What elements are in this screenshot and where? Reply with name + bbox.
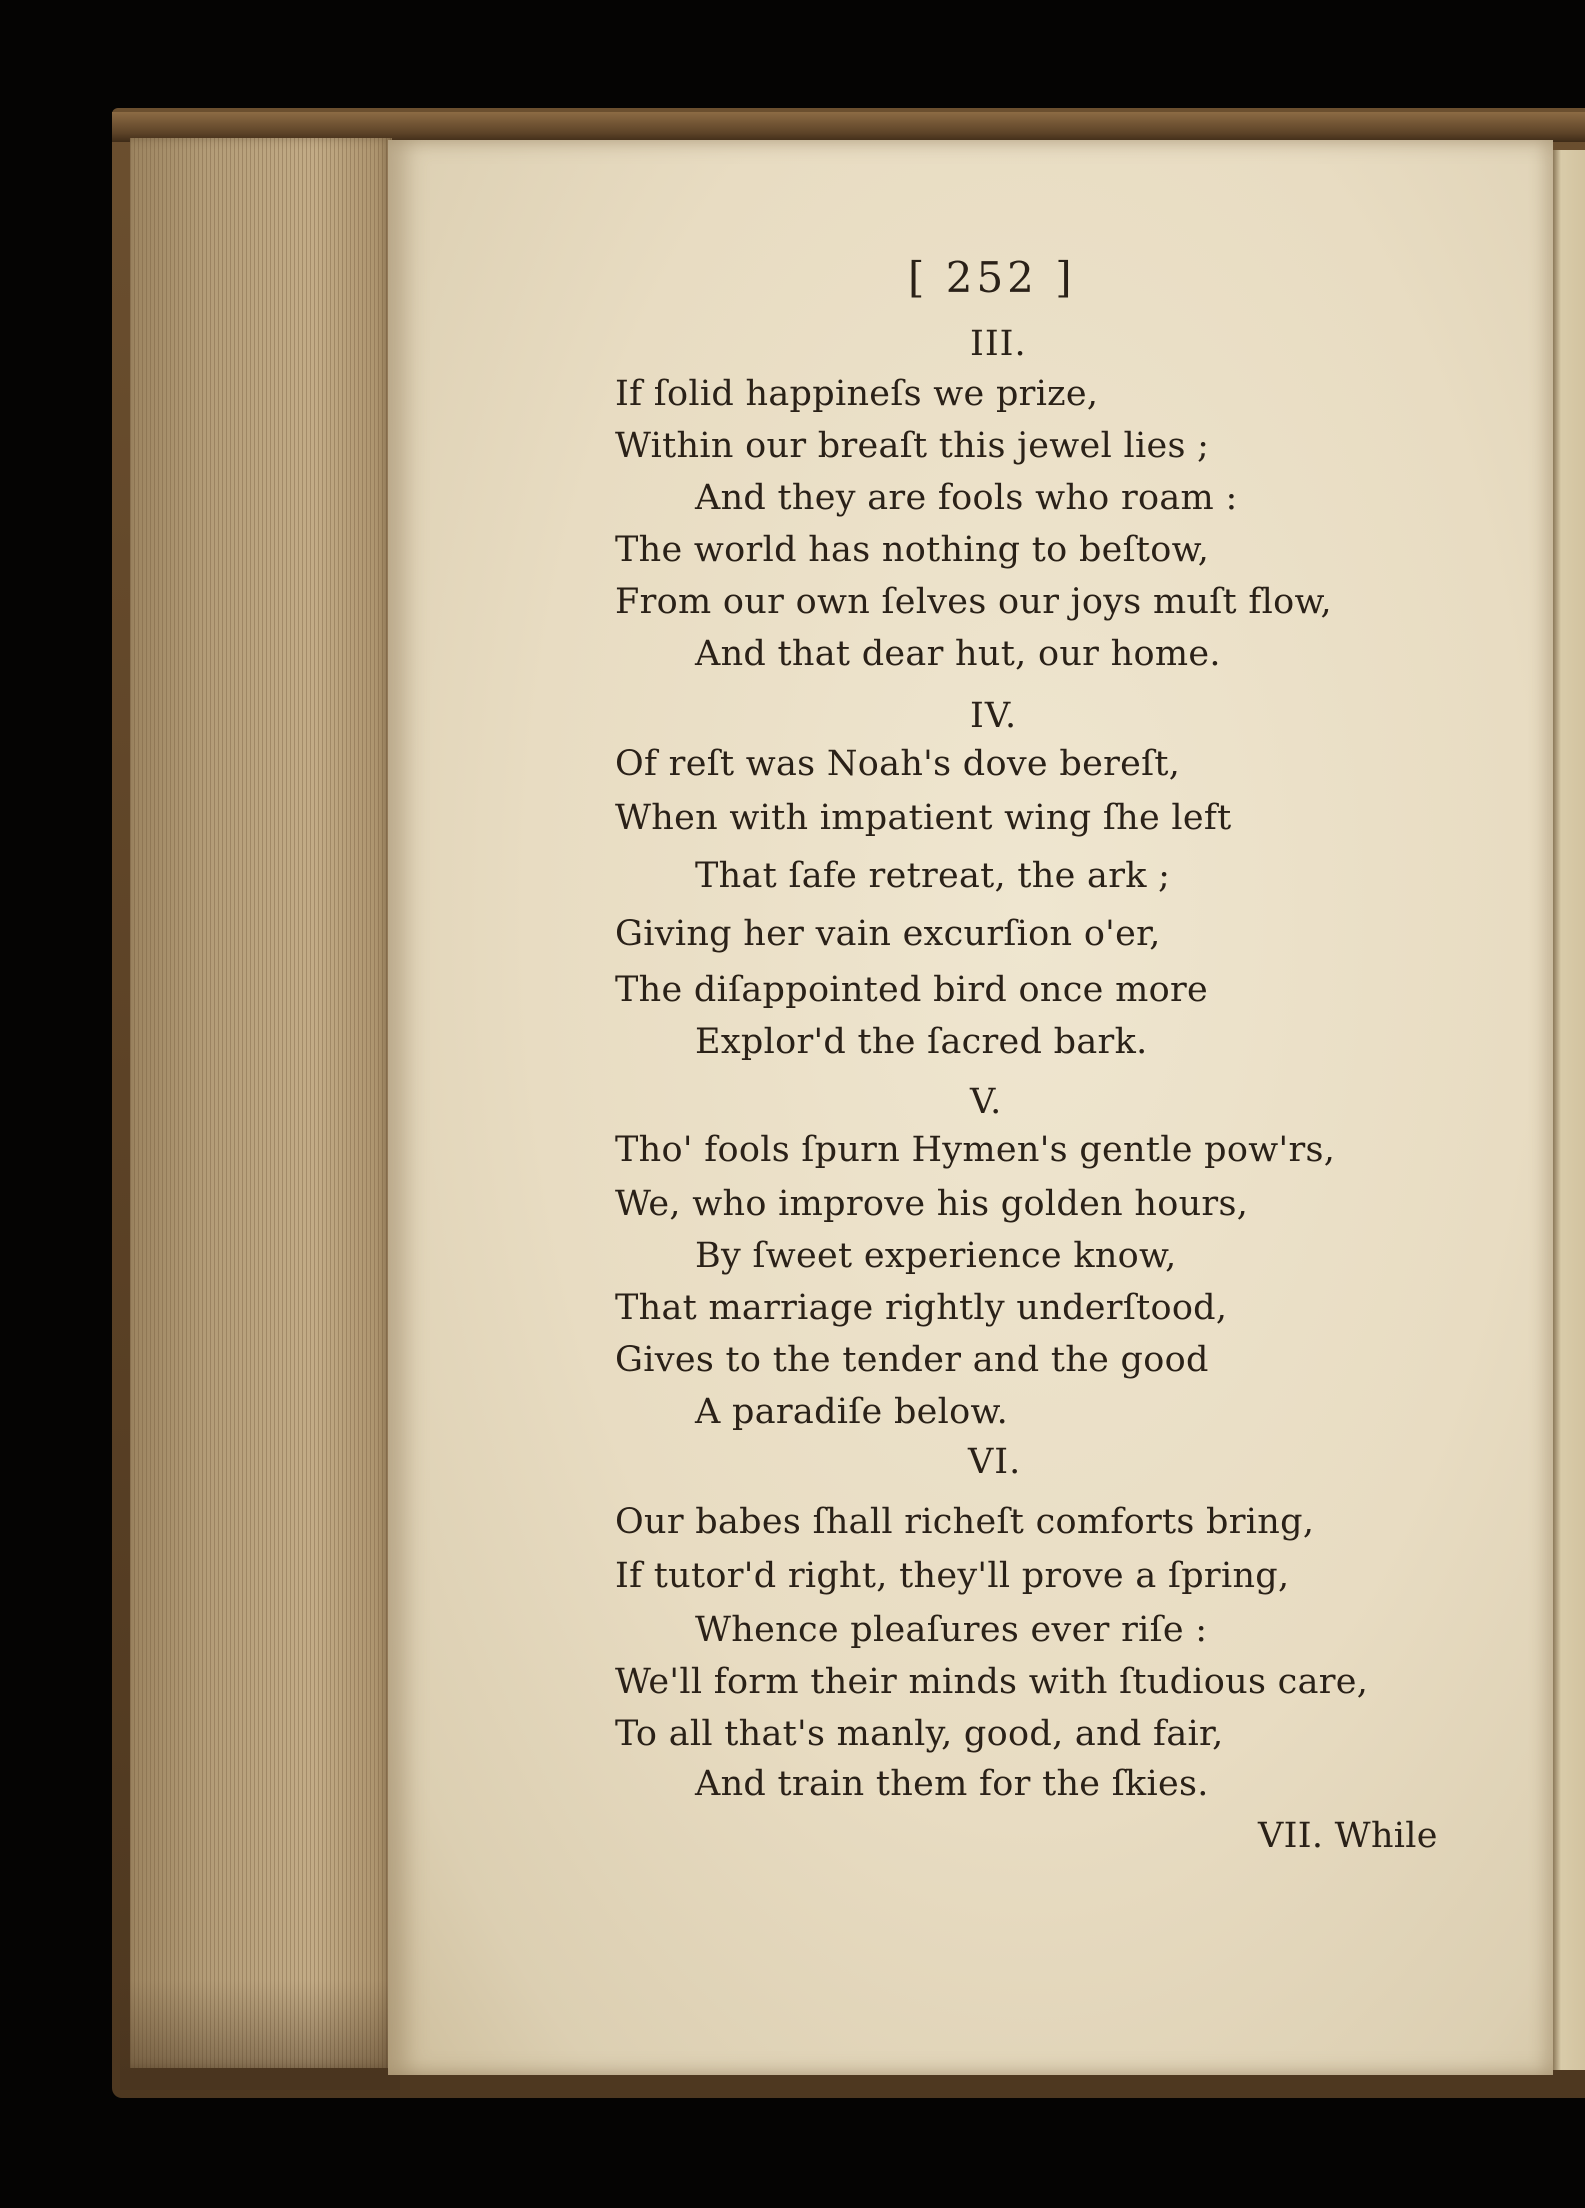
- poem-line: Within our breaſt this jewel lies ;: [615, 426, 1210, 466]
- page-number: [ 252 ]: [908, 253, 1076, 302]
- poem-line: And they are fools who roam :: [695, 478, 1238, 518]
- stanza-numeral: IV.: [970, 696, 1018, 736]
- poem-line: That marriage rightly underſtood,: [615, 1288, 1228, 1328]
- poem-line: Our babes ſhall richeſt comforts bring,: [615, 1502, 1315, 1542]
- poem-line: Explor'd the ſacred bark.: [695, 1022, 1148, 1062]
- poem-line: A paradiſe below.: [695, 1392, 1009, 1432]
- poem-line: Tho' fools ſpurn Hymen's gentle pow'rs,: [615, 1130, 1336, 1170]
- poem-line: If tutor'd right, they'll prove a ſpring,: [615, 1556, 1290, 1596]
- poem-line: And that dear hut, our home.: [695, 634, 1221, 674]
- poem-line: From our own ſelves our joys muſt flow,: [615, 582, 1332, 622]
- poem-line: Giving her vain excurſion o'er,: [615, 914, 1161, 954]
- stanza-numeral: V.: [970, 1082, 1003, 1122]
- poem-line: That ſafe retreat, the ark ;: [695, 856, 1171, 896]
- poem-line: And train them for the ſkies.: [695, 1764, 1209, 1804]
- stanza-numeral: VI.: [968, 1442, 1022, 1482]
- poem-line: To all that's manly, good, and fair,: [615, 1714, 1224, 1754]
- poem-line: If ſolid happineſs we prize,: [615, 374, 1099, 414]
- poem-line: We, who improve his golden hours,: [615, 1184, 1249, 1224]
- poem-line: Whence pleaſures ever riſe :: [695, 1610, 1208, 1650]
- catchword: VII. While: [1258, 1816, 1438, 1856]
- poem-line: Of reſt was Noah's dove bereſt,: [615, 744, 1181, 784]
- poem-line: By ſweet experience know,: [695, 1236, 1177, 1276]
- poem-line: We'll form their minds with ſtudious care,: [615, 1662, 1369, 1702]
- stanza-numeral: III.: [970, 324, 1027, 364]
- poem-line: The diſappointed bird once more: [615, 970, 1208, 1010]
- poem-line: When with impatient wing ſhe left: [615, 798, 1232, 838]
- poem-line: The world has nothing to beſtow,: [615, 530, 1210, 570]
- poem-line: Gives to the tender and the good: [615, 1340, 1209, 1380]
